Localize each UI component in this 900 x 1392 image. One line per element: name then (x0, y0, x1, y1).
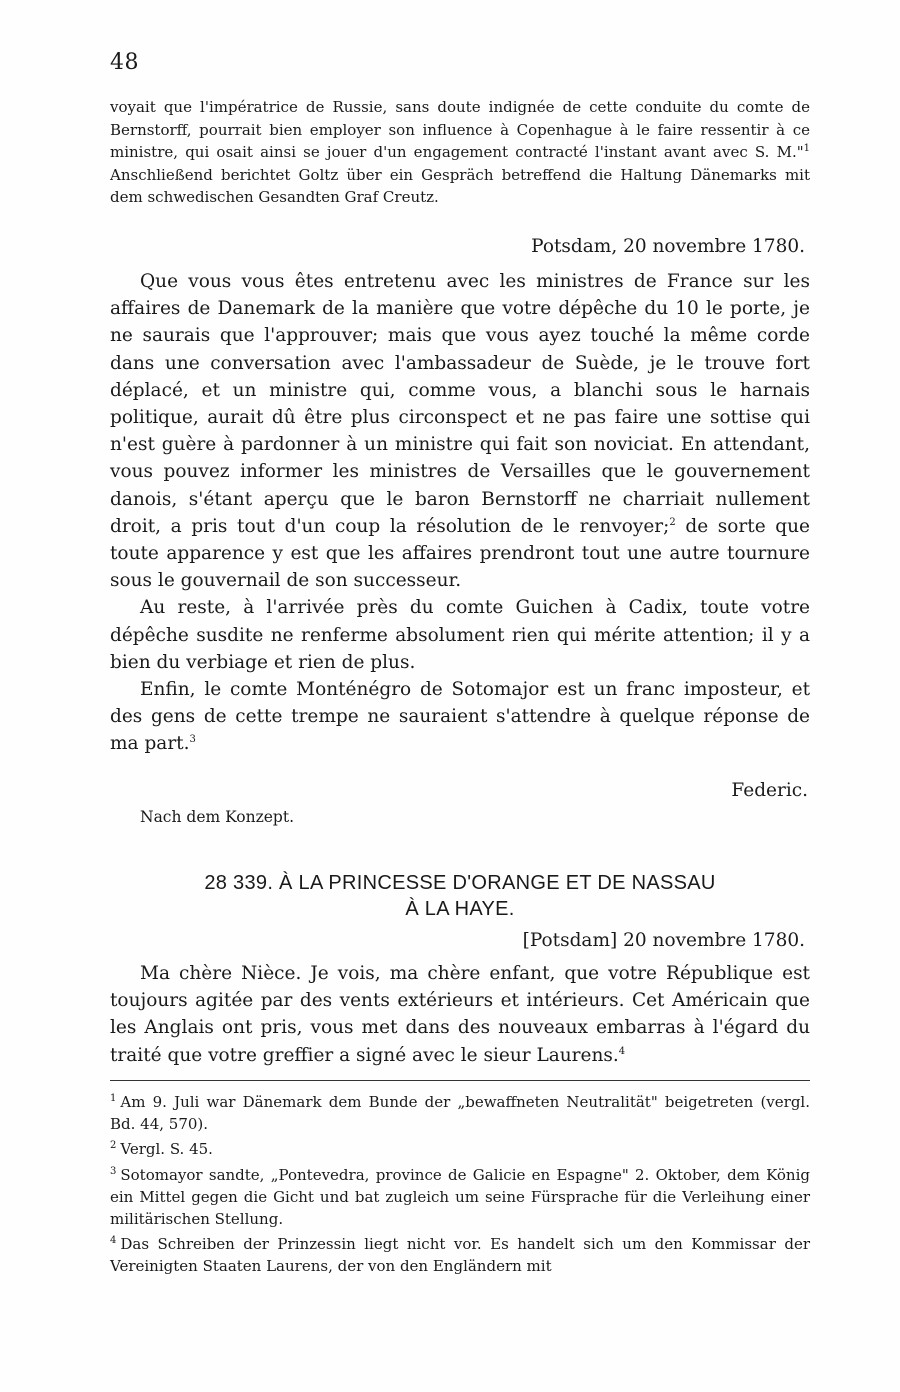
footnote-ref-2: 2 (669, 516, 676, 528)
footnote-text: Am 9. Juli war Dänemark dem Bunde der „bewaffneten Neutralität" beigetreten (vergl. Bd. 44, 570). (110, 1093, 810, 1134)
signature: Federic. (731, 780, 808, 801)
letter2-body (110, 960, 810, 1069)
letter2-paragraph-1 (110, 960, 810, 1069)
footnote (110, 1230, 810, 1277)
footnote (110, 1135, 810, 1160)
letter1-paragraph-3-text: Enfin, le comte Monténégro de Sotomajor est un franc imposteur, et des gens de cette trempe ne sauraient s'attendre à quelque réponse de ma part. (110, 679, 810, 755)
footnotes (110, 1088, 810, 1278)
source-note: Nach dem Konzept. (140, 808, 295, 826)
letter1-paragraph-1-text-b: de sorte que toute apparence y est que les affaires prendront tout une autre tournure sous le gouvernail de son successeur. (110, 515, 810, 592)
page-number: 48 (110, 50, 139, 75)
footnote-text: Das Schreiben der Prinzessin liegt nicht vor. Es handelt sich um den Kommissar der Vereinigten Staaten Laurens, der von den Engländern mit (110, 1235, 810, 1276)
footnote-text: Vergl. S. 45. (120, 1140, 213, 1159)
footnote-text: Sotomayor sandte, „Pontevedra, province de Galicie en Espagne" 2. Oktober, dem König ein Mittel gegen die Gicht und bat zugleich um seine Fürsprache für die Verleihung einer militärischen Stellung. (110, 1165, 810, 1229)
footnote-divider (110, 1080, 810, 1081)
footnote-ref-4: 4 (618, 1045, 626, 1057)
footnote-mark: 1 (110, 1093, 117, 1104)
letter2-heading-line-1: 28 339. À LA PRINCESSE D'ORANGE ET DE NASSAU (204, 872, 716, 894)
intro-tail-text: Anschließend berichtet Goltz über ein Gespräch betreffend die Haltung Dänemarks mit dem schwedischen Gesandten Graf Creutz. (110, 165, 810, 206)
letter1-body (110, 268, 810, 758)
letter1-paragraph-2: Au reste, à l'arrivée près du comte Guichen à Cadix, toute votre dépêche susdite ne renferme absolument rien qui mérite attention; il y a bien du verbiage et rien de plus. (110, 597, 810, 673)
footnote (110, 1161, 810, 1231)
letter2-heading-line-2: À LA HAYE. (405, 898, 515, 920)
intro-text: voyait que l'impératrice de Russie, sans doute indignée de cette conduite du comte de Bernstorff, pourrait bien employer son influence à Copenhague à le faire ressentir à ce ministre, qui osait ainsi se jouer d'un engagement contracté l'instant avant avec S. M." (110, 98, 810, 161)
letter1-paragraph-1-text-a: Que vous vous êtes entretenu avec les ministres de France sur les affaires de Danemark de la manière que votre dépêche du 10 le porte, je ne saurais que l'approuver; mais que vous ayez touché la même corde dans une conversation avec l'ambassadeur de Suède, je le trouve fort déplacé, et un ministre qui, comme vous, a blanchi sous le harnais politique, aurait dû être plus circonspect et ne pas faire une sottise qui n'est guère à pardonner à un ministre qui fait son noviciat. En attendant, vous pouvez informer les ministres de Versailles que le gouvernement danois, s'étant aperçu que le baron Bernstorff ne charriait nullement droit, a pris tout d'un coup la résolution de le renvoyer; (110, 271, 810, 537)
letter1-paragraph-1 (110, 268, 810, 594)
letter1-paragraph-3 (110, 676, 810, 758)
footnote-mark: 4 (110, 1235, 117, 1247)
letter2-paragraph-1-text: Ma chère Nièce. Je vois, ma chère enfant, que votre République est toujours agitée par des vents extérieurs et intérieurs. Cet Américain que les Anglais ont pris, vous met dans des nouveaux embarras à l'égard du traité que votre greffier a signé avec le sieur Laurens. (110, 963, 810, 1066)
letter2-heading (110, 870, 810, 922)
footnote-ref-1: 1 (803, 143, 810, 154)
footnote-mark: 3 (110, 1165, 117, 1177)
footnote-ref-3: 3 (189, 734, 196, 746)
intro-paragraph (110, 96, 810, 209)
letter1-dateline: Potsdam, 20 novembre 1780. (531, 236, 805, 257)
footnote-mark: 2 (110, 1140, 117, 1152)
footnote (110, 1088, 810, 1135)
letter2-dateline: [Potsdam] 20 novembre 1780. (522, 930, 805, 951)
